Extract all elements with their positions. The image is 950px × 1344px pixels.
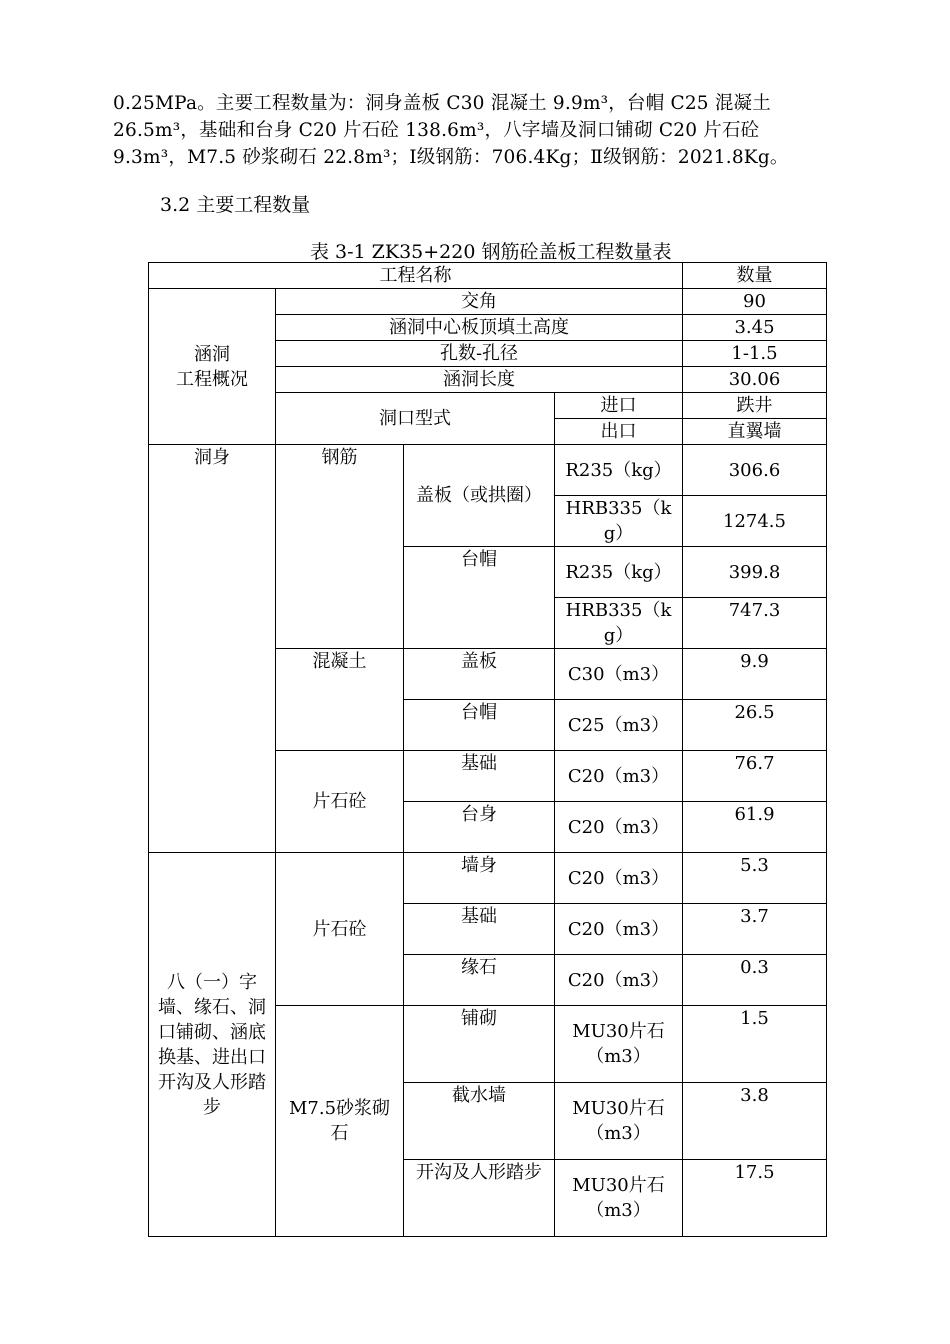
overview-label: 涵洞长度 bbox=[276, 367, 683, 393]
header-name: 工程名称 bbox=[149, 263, 683, 289]
paragraph-line: 9.3m³，M7.5 砂浆砌石 22.8m³；Ⅰ级钢筋：706.4Kg；Ⅱ级钢筋：2021.8Kg。 bbox=[113, 147, 789, 168]
item-label: 截水墙 bbox=[404, 1083, 555, 1160]
value-cell: 1274.5 bbox=[683, 496, 827, 547]
cover-label: 盖板（或拱圈） bbox=[404, 445, 555, 547]
spec-cell: MU30片石（m3） bbox=[555, 1160, 683, 1237]
spec-cell: C25（m3） bbox=[555, 700, 683, 751]
item-label: 台身 bbox=[404, 802, 555, 853]
spec-cell: C20（m3） bbox=[555, 802, 683, 853]
item-label: 盖板 bbox=[404, 649, 555, 700]
value-cell: 747.3 bbox=[683, 598, 827, 649]
spec-cell: MU30片石（m3） bbox=[555, 1083, 683, 1160]
spec-hrb335: HRB335（kg） bbox=[555, 496, 683, 547]
value-cell: 306.6 bbox=[683, 445, 827, 496]
rubble-label: 片石砼 bbox=[276, 751, 404, 853]
value-cell: 0.3 bbox=[683, 955, 827, 1006]
item-label: 缘石 bbox=[404, 955, 555, 1006]
value-cell: 3.7 bbox=[683, 904, 827, 955]
table-caption: 表 3-1 ZK35+220 钢筋砼盖板工程数量表 bbox=[310, 241, 672, 263]
overview-value: 3.45 bbox=[683, 315, 827, 341]
spec-cell: C20（m3） bbox=[555, 751, 683, 802]
spec-cell: C20（m3） bbox=[555, 955, 683, 1006]
value-cell: 3.8 bbox=[683, 1083, 827, 1160]
overview-value: 30.06 bbox=[683, 367, 827, 393]
header-qty: 数量 bbox=[683, 263, 827, 289]
overview-group: 涵洞 工程概况 bbox=[149, 289, 276, 445]
paragraph-line: 0.25MPa。主要工程数量为：洞身盖板 C30 混凝土 9.9m³，台帽 C25 混凝土 bbox=[113, 93, 771, 114]
paragraph-line: 26.5m³，基础和台身 C20 片石砼 138.6m³，八字墙及洞口铺砌 C20 片石砼 bbox=[113, 120, 760, 141]
overview-value: 90 bbox=[683, 289, 827, 315]
overview-label: 孔数-孔径 bbox=[276, 341, 683, 367]
cap-label: 台帽 bbox=[404, 547, 555, 649]
masonry-label: M7.5砂浆砌石 bbox=[276, 1006, 404, 1237]
item-label: 基础 bbox=[404, 751, 555, 802]
value-cell: 26.5 bbox=[683, 700, 827, 751]
item-label: 墙身 bbox=[404, 853, 555, 904]
portal-in-label: 进口 bbox=[555, 393, 683, 419]
value-cell: 1.5 bbox=[683, 1006, 827, 1083]
section-title: 3.2 主要工程数量 bbox=[160, 194, 311, 216]
item-label: 台帽 bbox=[404, 700, 555, 751]
quantity-table bbox=[148, 262, 827, 1237]
portal-label: 洞口型式 bbox=[276, 393, 555, 445]
rubble-label: 片石砼 bbox=[276, 853, 404, 1006]
value-cell: 61.9 bbox=[683, 802, 827, 853]
portal-out-label: 出口 bbox=[555, 419, 683, 445]
spec-cell: C30（m3） bbox=[555, 649, 683, 700]
concrete-label: 混凝土 bbox=[276, 649, 404, 751]
overview-label: 涵洞中心板顶填土高度 bbox=[276, 315, 683, 341]
item-label: 基础 bbox=[404, 904, 555, 955]
body-group: 洞身 bbox=[149, 445, 276, 853]
item-label: 开沟及人形踏步 bbox=[404, 1160, 555, 1237]
portal-out-value: 直翼墙 bbox=[683, 419, 827, 445]
overview-value: 1-1.5 bbox=[683, 341, 827, 367]
value-cell: 17.5 bbox=[683, 1160, 827, 1237]
spec-cell: MU30片石（m3） bbox=[555, 1006, 683, 1083]
spec-cell: C20（m3） bbox=[555, 853, 683, 904]
rebar-label: 钢筋 bbox=[276, 445, 404, 649]
spec-hrb335: HRB335（kg） bbox=[555, 598, 683, 649]
value-cell: 5.3 bbox=[683, 853, 827, 904]
value-cell: 399.8 bbox=[683, 547, 827, 598]
value-cell: 76.7 bbox=[683, 751, 827, 802]
spec-r235: R235（kg） bbox=[555, 445, 683, 496]
wing-group: 八（一）字墙、缘石、洞口铺砌、涵底换基、进出口开沟及人形踏步 bbox=[149, 853, 276, 1237]
intro-paragraph bbox=[113, 90, 863, 171]
value-cell: 9.9 bbox=[683, 649, 827, 700]
spec-cell: C20（m3） bbox=[555, 904, 683, 955]
item-label: 铺砌 bbox=[404, 1006, 555, 1083]
overview-label: 交角 bbox=[276, 289, 683, 315]
portal-in-value: 跌井 bbox=[683, 393, 827, 419]
spec-r235: R235（kg） bbox=[555, 547, 683, 598]
